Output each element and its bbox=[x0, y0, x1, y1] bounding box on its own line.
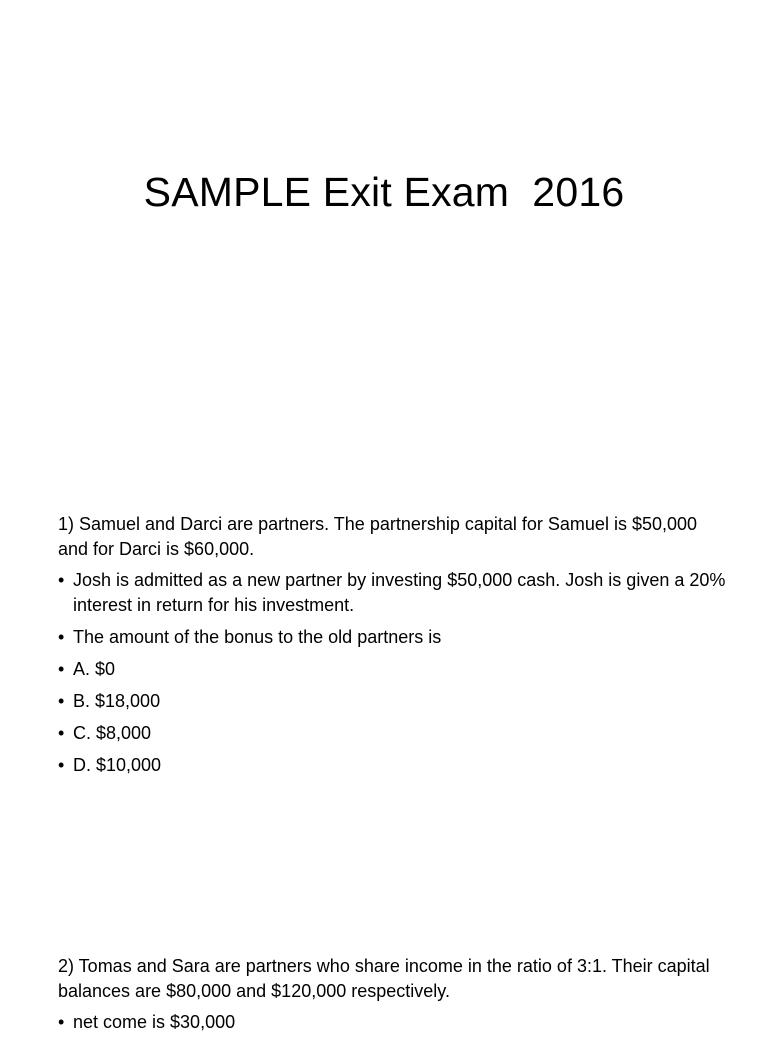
answer-option-a bbox=[58, 657, 728, 682]
bullet-item bbox=[58, 625, 728, 650]
bullet-text: A. $0 bbox=[73, 659, 116, 679]
bullet-text: B. $18,000 bbox=[73, 691, 161, 711]
question-stem: 1) Samuel and Darci are partners. The partnership capital for Samuel is $50,000 and for Darci is $60,000. bbox=[58, 514, 698, 559]
bullet-icon: • bbox=[58, 570, 65, 590]
question-stem: 2) Tomas and Sara are partners who share income in the ratio of 3:1. Their capital balances are $80,000 and $120,000 respectively. bbox=[58, 956, 710, 1001]
bullet-icon: • bbox=[58, 755, 65, 775]
bullet-text: C. $8,000 bbox=[73, 723, 152, 743]
answer-option-b bbox=[58, 689, 728, 714]
bullet-text: D. $10,000 bbox=[73, 755, 162, 775]
bullet-text: Josh is admitted as a new partner by investing $50,000 cash. Josh is given a 20% interest in return for his investment. bbox=[73, 570, 726, 615]
question-bullets bbox=[58, 1010, 728, 1035]
bullet-item bbox=[58, 568, 728, 618]
bullet-icon: • bbox=[58, 659, 65, 679]
bullet-text: The amount of the bonus to the old partners is bbox=[73, 627, 442, 647]
bullet-icon: • bbox=[58, 691, 65, 711]
page-title: SAMPLE Exit Exam 2016 bbox=[143, 169, 625, 215]
question-2 bbox=[58, 954, 728, 1042]
bullet-text: net come is $30,000 bbox=[73, 1012, 236, 1032]
answer-option-c bbox=[58, 721, 728, 746]
answer-option-d bbox=[58, 753, 728, 778]
bullet-item bbox=[58, 1010, 728, 1035]
bullet-icon: • bbox=[58, 627, 65, 647]
question-1 bbox=[58, 512, 728, 785]
bullet-icon: • bbox=[58, 1012, 65, 1032]
bullet-icon: • bbox=[58, 723, 65, 743]
question-bullets bbox=[58, 568, 728, 778]
